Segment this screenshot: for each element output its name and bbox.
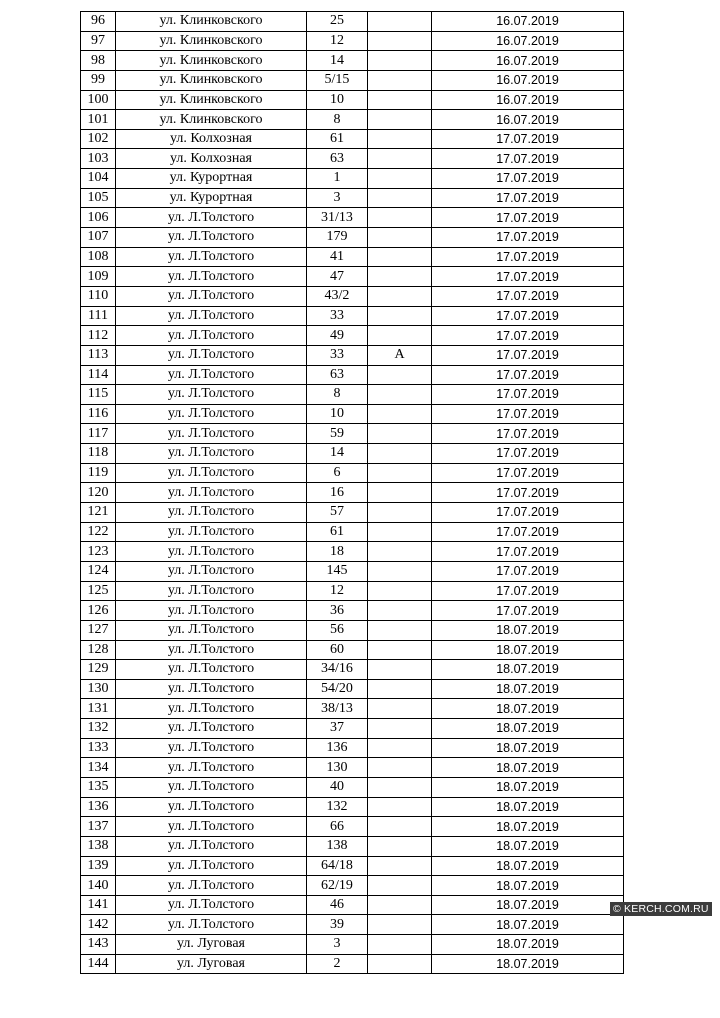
table-row	[81, 679, 624, 699]
table-row	[81, 699, 624, 719]
date-cell: 17.07.2019	[432, 228, 624, 248]
table-row	[81, 208, 624, 228]
building-letter-cell	[368, 836, 432, 856]
row-number-cell: 108	[81, 247, 116, 267]
date-cell: 17.07.2019	[432, 267, 624, 287]
row-number-cell: 132	[81, 719, 116, 739]
table-row	[81, 149, 624, 169]
street-cell: ул. Л.Толстого	[116, 404, 307, 424]
row-number-cell: 142	[81, 915, 116, 935]
table-row	[81, 640, 624, 660]
building-letter-cell	[368, 129, 432, 149]
table-row	[81, 856, 624, 876]
house-number-cell: 64/18	[307, 856, 368, 876]
house-number-cell: 61	[307, 522, 368, 542]
row-number-cell: 96	[81, 12, 116, 32]
street-cell: ул. Л.Толстого	[116, 915, 307, 935]
building-letter-cell	[368, 660, 432, 680]
table-row	[81, 31, 624, 51]
table-row	[81, 935, 624, 955]
building-letter-cell	[368, 797, 432, 817]
row-number-cell: 138	[81, 836, 116, 856]
house-number-cell: 8	[307, 110, 368, 130]
row-number-cell: 113	[81, 345, 116, 365]
date-cell: 17.07.2019	[432, 247, 624, 267]
street-cell: ул. Л.Толстого	[116, 463, 307, 483]
table-row	[81, 247, 624, 267]
house-number-cell: 62/19	[307, 876, 368, 896]
row-number-cell: 115	[81, 385, 116, 405]
row-number-cell: 127	[81, 620, 116, 640]
date-cell: 17.07.2019	[432, 561, 624, 581]
street-cell: ул. Л.Толстого	[116, 640, 307, 660]
table-row	[81, 758, 624, 778]
building-letter-cell	[368, 758, 432, 778]
date-cell: 18.07.2019	[432, 797, 624, 817]
date-cell: 17.07.2019	[432, 345, 624, 365]
row-number-cell: 112	[81, 326, 116, 346]
date-cell: 18.07.2019	[432, 817, 624, 837]
date-cell: 18.07.2019	[432, 836, 624, 856]
house-number-cell: 3	[307, 188, 368, 208]
street-cell: ул. Клинковского	[116, 12, 307, 32]
row-number-cell: 126	[81, 601, 116, 621]
date-cell: 17.07.2019	[432, 522, 624, 542]
building-letter-cell	[368, 444, 432, 464]
row-number-cell: 100	[81, 90, 116, 110]
street-cell: ул. Л.Толстого	[116, 660, 307, 680]
house-number-cell: 38/13	[307, 699, 368, 719]
row-number-cell: 131	[81, 699, 116, 719]
row-number-cell: 98	[81, 51, 116, 71]
house-number-cell: 66	[307, 817, 368, 837]
building-letter-cell	[368, 503, 432, 523]
street-cell: ул. Л.Толстого	[116, 581, 307, 601]
table-row	[81, 345, 624, 365]
street-cell: ул. Л.Толстого	[116, 738, 307, 758]
date-cell: 17.07.2019	[432, 542, 624, 562]
street-cell: ул. Л.Толстого	[116, 208, 307, 228]
row-number-cell: 116	[81, 404, 116, 424]
house-number-cell: 40	[307, 777, 368, 797]
building-letter-cell	[368, 188, 432, 208]
street-cell: ул. Курортная	[116, 188, 307, 208]
row-number-cell: 114	[81, 365, 116, 385]
table-row	[81, 404, 624, 424]
table-row	[81, 797, 624, 817]
table-row	[81, 326, 624, 346]
house-number-cell: 16	[307, 483, 368, 503]
house-number-cell: 2	[307, 954, 368, 974]
building-letter-cell	[368, 365, 432, 385]
row-number-cell: 139	[81, 856, 116, 876]
date-cell: 17.07.2019	[432, 385, 624, 405]
house-number-cell: 130	[307, 758, 368, 778]
table-row	[81, 738, 624, 758]
table-row	[81, 620, 624, 640]
building-letter-cell	[368, 895, 432, 915]
street-cell: ул. Л.Толстого	[116, 286, 307, 306]
row-number-cell: 122	[81, 522, 116, 542]
house-number-cell: 12	[307, 31, 368, 51]
table-row	[81, 228, 624, 248]
house-number-cell: 61	[307, 129, 368, 149]
table-row	[81, 129, 624, 149]
table-row	[81, 444, 624, 464]
street-cell: ул. Л.Толстого	[116, 601, 307, 621]
building-letter-cell	[368, 463, 432, 483]
building-letter-cell	[368, 876, 432, 896]
table-row	[81, 817, 624, 837]
date-cell: 17.07.2019	[432, 463, 624, 483]
house-number-cell: 179	[307, 228, 368, 248]
row-number-cell: 136	[81, 797, 116, 817]
date-cell: 18.07.2019	[432, 640, 624, 660]
house-number-cell: 54/20	[307, 679, 368, 699]
row-number-cell: 111	[81, 306, 116, 326]
table-row	[81, 503, 624, 523]
row-number-cell: 128	[81, 640, 116, 660]
house-number-cell: 63	[307, 365, 368, 385]
building-letter-cell: А	[368, 345, 432, 365]
house-number-cell: 33	[307, 345, 368, 365]
building-letter-cell	[368, 404, 432, 424]
row-number-cell: 140	[81, 876, 116, 896]
street-cell: ул. Л.Толстого	[116, 876, 307, 896]
street-cell: ул. Л.Толстого	[116, 561, 307, 581]
table-row	[81, 306, 624, 326]
table-row	[81, 483, 624, 503]
building-letter-cell	[368, 719, 432, 739]
date-cell: 17.07.2019	[432, 581, 624, 601]
street-cell: ул. Л.Толстого	[116, 345, 307, 365]
house-number-cell: 136	[307, 738, 368, 758]
building-letter-cell	[368, 483, 432, 503]
street-cell: ул. Курортная	[116, 169, 307, 189]
building-letter-cell	[368, 385, 432, 405]
row-number-cell: 125	[81, 581, 116, 601]
table-row	[81, 12, 624, 32]
house-number-cell: 60	[307, 640, 368, 660]
table-row	[81, 169, 624, 189]
table-row	[81, 90, 624, 110]
street-cell: ул. Л.Толстого	[116, 817, 307, 837]
row-number-cell: 106	[81, 208, 116, 228]
street-cell: ул. Л.Толстого	[116, 483, 307, 503]
date-cell: 17.07.2019	[432, 404, 624, 424]
table-row	[81, 267, 624, 287]
house-number-cell: 56	[307, 620, 368, 640]
date-cell: 17.07.2019	[432, 149, 624, 169]
address-schedule-body	[81, 12, 624, 974]
house-number-cell: 63	[307, 149, 368, 169]
address-schedule-table	[80, 11, 624, 974]
house-number-cell: 43/2	[307, 286, 368, 306]
table-row	[81, 561, 624, 581]
building-letter-cell	[368, 51, 432, 71]
house-number-cell: 14	[307, 444, 368, 464]
date-cell: 17.07.2019	[432, 326, 624, 346]
building-letter-cell	[368, 110, 432, 130]
table-row	[81, 286, 624, 306]
date-cell: 18.07.2019	[432, 876, 624, 896]
date-cell: 16.07.2019	[432, 110, 624, 130]
date-cell: 16.07.2019	[432, 31, 624, 51]
street-cell: ул. Л.Толстого	[116, 679, 307, 699]
date-cell: 17.07.2019	[432, 424, 624, 444]
date-cell: 18.07.2019	[432, 620, 624, 640]
date-cell: 18.07.2019	[432, 777, 624, 797]
building-letter-cell	[368, 954, 432, 974]
building-letter-cell	[368, 90, 432, 110]
house-number-cell: 5/15	[307, 70, 368, 90]
table-row	[81, 777, 624, 797]
street-cell: ул. Л.Толстого	[116, 522, 307, 542]
building-letter-cell	[368, 424, 432, 444]
row-number-cell: 133	[81, 738, 116, 758]
date-cell: 17.07.2019	[432, 169, 624, 189]
date-cell: 18.07.2019	[432, 719, 624, 739]
house-number-cell: 3	[307, 935, 368, 955]
date-cell: 18.07.2019	[432, 699, 624, 719]
row-number-cell: 119	[81, 463, 116, 483]
row-number-cell: 124	[81, 561, 116, 581]
street-cell: ул. Л.Толстого	[116, 542, 307, 562]
building-letter-cell	[368, 267, 432, 287]
house-number-cell: 12	[307, 581, 368, 601]
date-cell: 18.07.2019	[432, 915, 624, 935]
house-number-cell: 10	[307, 90, 368, 110]
row-number-cell: 118	[81, 444, 116, 464]
row-number-cell: 109	[81, 267, 116, 287]
date-cell: 18.07.2019	[432, 758, 624, 778]
house-number-cell: 132	[307, 797, 368, 817]
table-row	[81, 51, 624, 71]
house-number-cell: 33	[307, 306, 368, 326]
date-cell: 17.07.2019	[432, 483, 624, 503]
house-number-cell: 49	[307, 326, 368, 346]
house-number-cell: 41	[307, 247, 368, 267]
table-row	[81, 542, 624, 562]
house-number-cell: 8	[307, 385, 368, 405]
street-cell: ул. Клинковского	[116, 70, 307, 90]
table-row	[81, 110, 624, 130]
row-number-cell: 130	[81, 679, 116, 699]
table-row	[81, 365, 624, 385]
table-row	[81, 954, 624, 974]
street-cell: ул. Клинковского	[116, 31, 307, 51]
row-number-cell: 110	[81, 286, 116, 306]
street-cell: ул. Луговая	[116, 935, 307, 955]
table-row	[81, 915, 624, 935]
street-cell: ул. Л.Толстого	[116, 326, 307, 346]
table-row	[81, 463, 624, 483]
date-cell: 17.07.2019	[432, 208, 624, 228]
table-row	[81, 601, 624, 621]
date-cell: 17.07.2019	[432, 286, 624, 306]
date-cell: 18.07.2019	[432, 738, 624, 758]
date-cell: 17.07.2019	[432, 444, 624, 464]
house-number-cell: 31/13	[307, 208, 368, 228]
date-cell: 18.07.2019	[432, 954, 624, 974]
table-row	[81, 188, 624, 208]
date-cell: 18.07.2019	[432, 660, 624, 680]
table-row	[81, 876, 624, 896]
row-number-cell: 135	[81, 777, 116, 797]
date-cell: 16.07.2019	[432, 51, 624, 71]
building-letter-cell	[368, 306, 432, 326]
date-cell: 17.07.2019	[432, 188, 624, 208]
row-number-cell: 102	[81, 129, 116, 149]
row-number-cell: 134	[81, 758, 116, 778]
street-cell: ул. Л.Толстого	[116, 620, 307, 640]
row-number-cell: 137	[81, 817, 116, 837]
date-cell: 18.07.2019	[432, 895, 624, 915]
date-cell: 16.07.2019	[432, 70, 624, 90]
building-letter-cell	[368, 286, 432, 306]
street-cell: ул. Л.Толстого	[116, 247, 307, 267]
street-cell: ул. Л.Толстого	[116, 719, 307, 739]
date-cell: 18.07.2019	[432, 935, 624, 955]
building-letter-cell	[368, 561, 432, 581]
street-cell: ул. Л.Толстого	[116, 385, 307, 405]
site-watermark: © KERCH.COM.RU	[610, 902, 712, 916]
street-cell: ул. Л.Толстого	[116, 365, 307, 385]
table-row	[81, 424, 624, 444]
street-cell: ул. Л.Толстого	[116, 228, 307, 248]
table-row	[81, 836, 624, 856]
building-letter-cell	[368, 169, 432, 189]
house-number-cell: 46	[307, 895, 368, 915]
row-number-cell: 97	[81, 31, 116, 51]
building-letter-cell	[368, 542, 432, 562]
street-cell: ул. Клинковского	[116, 110, 307, 130]
house-number-cell: 10	[307, 404, 368, 424]
street-cell: ул. Л.Толстого	[116, 503, 307, 523]
street-cell: ул. Л.Толстого	[116, 758, 307, 778]
building-letter-cell	[368, 70, 432, 90]
street-cell: ул. Л.Толстого	[116, 836, 307, 856]
house-number-cell: 138	[307, 836, 368, 856]
street-cell: ул. Л.Толстого	[116, 895, 307, 915]
row-number-cell: 123	[81, 542, 116, 562]
table-row	[81, 895, 624, 915]
street-cell: ул. Л.Толстого	[116, 444, 307, 464]
row-number-cell: 101	[81, 110, 116, 130]
building-letter-cell	[368, 149, 432, 169]
street-cell: ул. Колхозная	[116, 149, 307, 169]
row-number-cell: 117	[81, 424, 116, 444]
street-cell: ул. Л.Толстого	[116, 267, 307, 287]
house-number-cell: 145	[307, 561, 368, 581]
date-cell: 18.07.2019	[432, 856, 624, 876]
building-letter-cell	[368, 679, 432, 699]
date-cell: 17.07.2019	[432, 129, 624, 149]
street-cell: ул. Л.Толстого	[116, 777, 307, 797]
row-number-cell: 129	[81, 660, 116, 680]
table-row	[81, 581, 624, 601]
house-number-cell: 36	[307, 601, 368, 621]
building-letter-cell	[368, 915, 432, 935]
row-number-cell: 141	[81, 895, 116, 915]
row-number-cell: 120	[81, 483, 116, 503]
street-cell: ул. Л.Толстого	[116, 856, 307, 876]
building-letter-cell	[368, 228, 432, 248]
date-cell: 17.07.2019	[432, 601, 624, 621]
building-letter-cell	[368, 620, 432, 640]
street-cell: ул. Клинковского	[116, 51, 307, 71]
house-number-cell: 47	[307, 267, 368, 287]
building-letter-cell	[368, 247, 432, 267]
building-letter-cell	[368, 326, 432, 346]
building-letter-cell	[368, 31, 432, 51]
house-number-cell: 1	[307, 169, 368, 189]
street-cell: ул. Колхозная	[116, 129, 307, 149]
date-cell: 17.07.2019	[432, 306, 624, 326]
street-cell: ул. Л.Толстого	[116, 424, 307, 444]
building-letter-cell	[368, 208, 432, 228]
building-letter-cell	[368, 777, 432, 797]
street-cell: ул. Л.Толстого	[116, 797, 307, 817]
date-cell: 16.07.2019	[432, 12, 624, 32]
table-row	[81, 385, 624, 405]
row-number-cell: 104	[81, 169, 116, 189]
row-number-cell: 144	[81, 954, 116, 974]
street-cell: ул. Луговая	[116, 954, 307, 974]
date-cell: 17.07.2019	[432, 365, 624, 385]
house-number-cell: 37	[307, 719, 368, 739]
house-number-cell: 6	[307, 463, 368, 483]
building-letter-cell	[368, 581, 432, 601]
building-letter-cell	[368, 601, 432, 621]
row-number-cell: 107	[81, 228, 116, 248]
house-number-cell: 57	[307, 503, 368, 523]
street-cell: ул. Клинковского	[116, 90, 307, 110]
date-cell: 16.07.2019	[432, 90, 624, 110]
building-letter-cell	[368, 12, 432, 32]
street-cell: ул. Л.Толстого	[116, 306, 307, 326]
row-number-cell: 105	[81, 188, 116, 208]
building-letter-cell	[368, 522, 432, 542]
row-number-cell: 121	[81, 503, 116, 523]
house-number-cell: 39	[307, 915, 368, 935]
building-letter-cell	[368, 817, 432, 837]
table-row	[81, 660, 624, 680]
table-row	[81, 719, 624, 739]
building-letter-cell	[368, 738, 432, 758]
row-number-cell: 99	[81, 70, 116, 90]
house-number-cell: 14	[307, 51, 368, 71]
building-letter-cell	[368, 856, 432, 876]
table-row	[81, 522, 624, 542]
building-letter-cell	[368, 640, 432, 660]
date-cell: 18.07.2019	[432, 679, 624, 699]
house-number-cell: 59	[307, 424, 368, 444]
table-row	[81, 70, 624, 90]
house-number-cell: 18	[307, 542, 368, 562]
date-cell: 17.07.2019	[432, 503, 624, 523]
house-number-cell: 34/16	[307, 660, 368, 680]
building-letter-cell	[368, 935, 432, 955]
house-number-cell: 25	[307, 12, 368, 32]
row-number-cell: 143	[81, 935, 116, 955]
building-letter-cell	[368, 699, 432, 719]
street-cell: ул. Л.Толстого	[116, 699, 307, 719]
row-number-cell: 103	[81, 149, 116, 169]
